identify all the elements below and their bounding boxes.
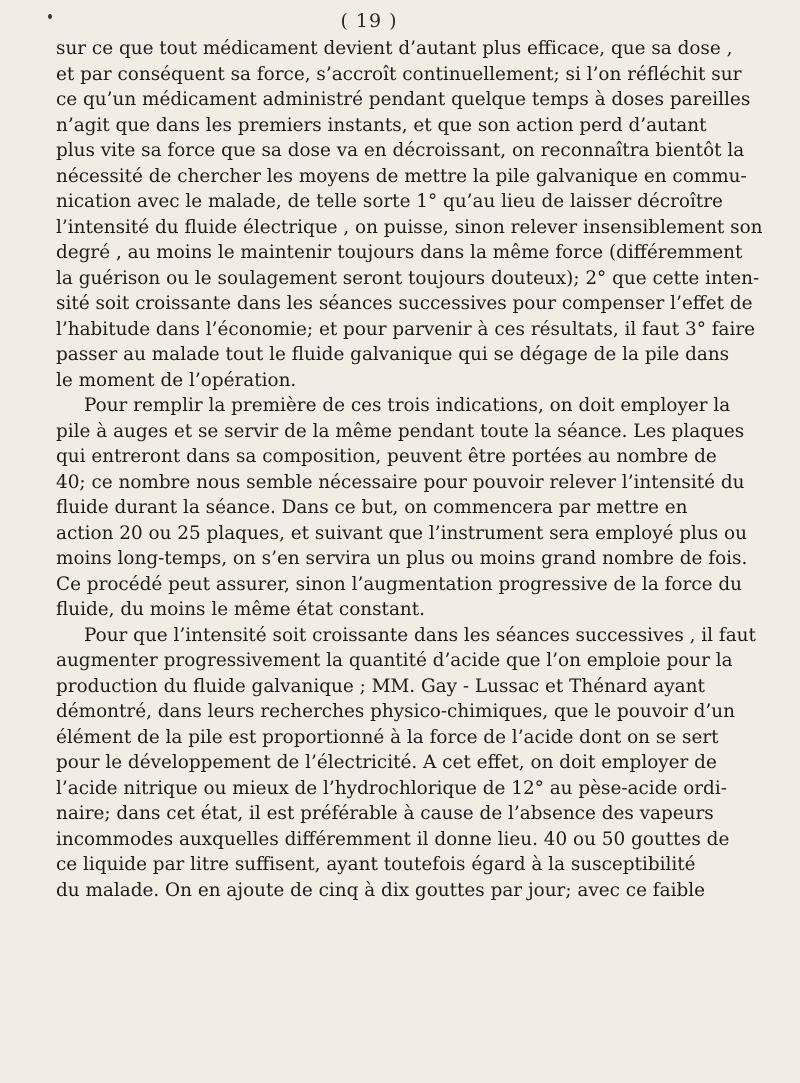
text-line: production du fluide galvanique ; MM. Gay - Lussac et Thénard ayant bbox=[56, 675, 705, 697]
text-line: Pour remplir la première de ces trois indications, on doit employer la bbox=[84, 395, 731, 416]
text-line: l’acide nitrique ou mieux de l’hydrochlorique de 12° au pèse-acide ordi- bbox=[56, 777, 727, 799]
text-line: fluide durant la séance. Dans ce but, on commencera par mettre en bbox=[56, 497, 688, 518]
text-line: Ce procédé peut assurer, sinon l’augmentation progressive de la force du bbox=[56, 573, 742, 595]
text-line: ce qu’un médicament administré pendant quelque temps à doses pareilles bbox=[56, 89, 751, 110]
paragraph-1 bbox=[56, 36, 763, 393]
text-line: la guérison ou le soulagement seront toujours douteux); 2° que cette inten- bbox=[56, 267, 760, 289]
text-line: passer au malade tout le fluide galvanique qui se dégage de la pile dans bbox=[56, 344, 730, 365]
paragraph-2 bbox=[56, 393, 748, 623]
text-line: du malade. On en ajoute de cinq à dix gouttes par jour; avec ce faible bbox=[56, 879, 705, 901]
paragraph-3 bbox=[56, 623, 756, 904]
text-line: pile à auges et se servir de la même pendant toute la séance. Les plaques bbox=[56, 420, 745, 442]
page-number: ( 19 ) bbox=[340, 10, 398, 32]
text-line: naire; dans cet état, il est préférable à cause de l’absence des vapeurs bbox=[56, 803, 714, 824]
text-line: 40; ce nombre nous semble nécessaire pour pouvoir relever l’intensité du bbox=[56, 471, 745, 493]
text-line: Pour que l’intensité soit croissante dans les séances successives , il faut bbox=[84, 624, 756, 646]
text-line: n’agit que dans les premiers instants, et que son action perd d’autant bbox=[56, 114, 707, 136]
text-line: démontré, dans leurs recherches physico-chimiques, que le pouvoir d’un bbox=[56, 701, 735, 722]
text-line: moins long-temps, on s’en servira un plus ou moins grand nombre de fois. bbox=[56, 548, 748, 569]
text-line: pour le développement de l’électricité. A cet effet, on doit employer de bbox=[56, 752, 717, 773]
text-line: le moment de l’opération. bbox=[56, 369, 297, 391]
page-body bbox=[56, 36, 763, 903]
text-line: et par conséquent sa force, s’accroît continuellement; si l’on réfléchit sur bbox=[56, 63, 742, 85]
text-line: qui entreront dans sa composition, peuvent être portées au nombre de bbox=[56, 446, 717, 467]
text-line: degré , au moins le maintenir toujours dans la même force (différemment bbox=[56, 242, 743, 263]
text-line: sité soit croissante dans les séances successives pour compenser l’effet de bbox=[56, 293, 753, 314]
text-line: ce liquide par litre suffisent, ayant toutefois égard à la susceptibilité bbox=[56, 854, 696, 875]
text-line: nécessité de chercher les moyens de mettre la pile galvanique en commu- bbox=[56, 165, 747, 187]
text-line: plus vite sa force que sa dose va en décroissant, on reconnaîtra bientôt la bbox=[56, 140, 745, 161]
text-line: action 20 ou 25 plaques, et suivant que l’instrument sera employé plus ou bbox=[56, 522, 747, 544]
text-line: incommodes auxquelles différemment il donne lieu. 40 ou 50 gouttes de bbox=[56, 828, 730, 850]
text-line: l’habitude dans l’économie; et pour parvenir à ces résultats, il faut 3° faire bbox=[56, 318, 756, 340]
text-line: augmenter progressivement la quantité d’acide que l’on emploie pour la bbox=[56, 650, 733, 671]
text-line: élément de la pile est proportionné à la force de l’acide dont on se sert bbox=[56, 726, 719, 748]
text-line: nication avec le malade, de telle sorte 1° qu’au lieu de laisser décroître bbox=[56, 191, 723, 212]
ink-speck bbox=[48, 14, 52, 19]
text-line: l’intensité du fluide électrique , on puisse, sinon relever insensiblement son bbox=[56, 216, 763, 238]
text-line: sur ce que tout médicament devient d’autant plus efficace, que sa dose , bbox=[56, 38, 733, 59]
text-line: fluide, du moins le même état constant. bbox=[56, 599, 425, 620]
